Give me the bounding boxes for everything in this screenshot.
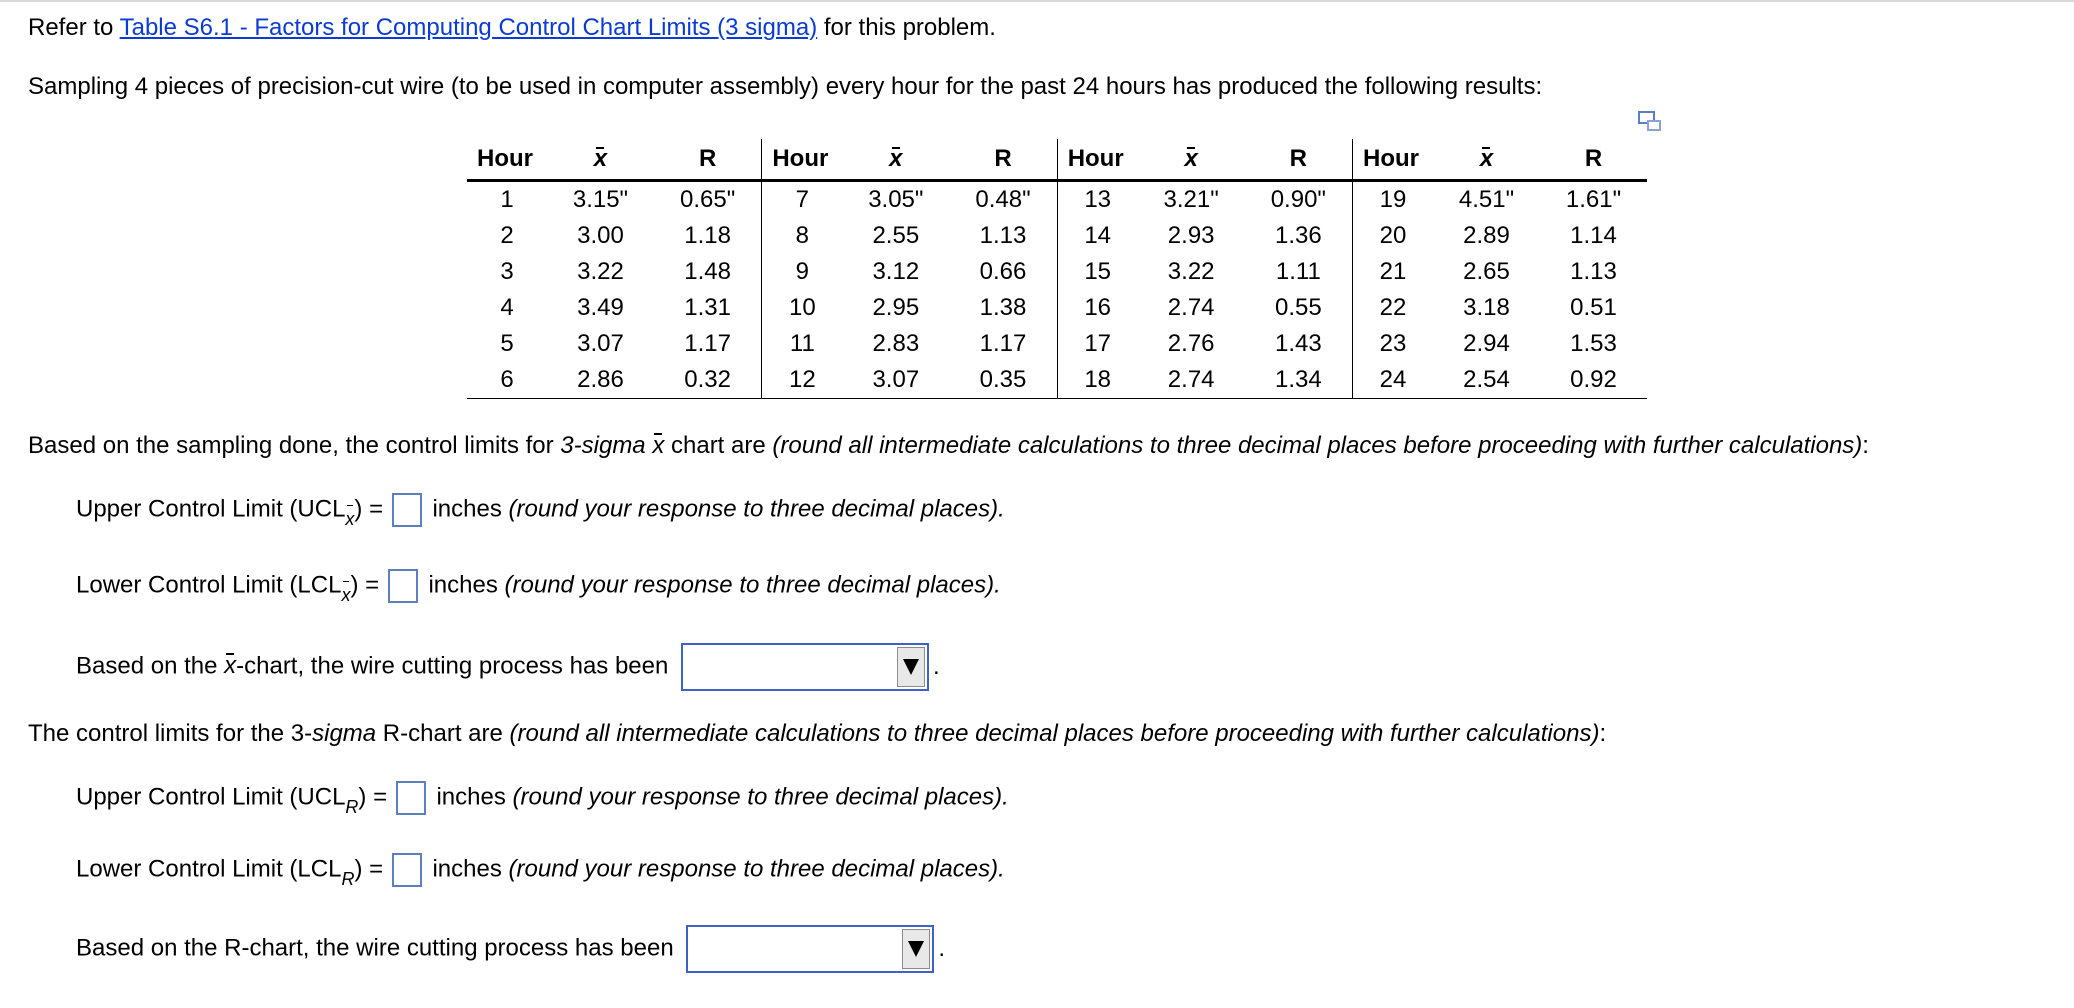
cell-xbar: 3.15" bbox=[572, 186, 629, 213]
xbar-process-period: . bbox=[933, 653, 940, 680]
xbar-intro-end: : bbox=[1862, 432, 1869, 459]
table-row bbox=[467, 326, 1647, 362]
xbar-process-prefix: Based on the bbox=[76, 652, 225, 680]
cell-hour: 3 bbox=[500, 258, 514, 285]
cell-xbar: 3.49 bbox=[577, 294, 624, 321]
xbar-intro-text: Based on the sampling done, the control limits for bbox=[28, 432, 561, 459]
lcl-r-units: inches bbox=[425, 855, 509, 883]
cell-xbar: 2.89 bbox=[1463, 222, 1510, 249]
cell-hour: 22 bbox=[1379, 294, 1407, 321]
cell-xbar: 2.74 bbox=[1138, 362, 1245, 399]
cell-xbar: 3.22 bbox=[577, 258, 624, 285]
wire-sampling-table bbox=[467, 139, 1647, 399]
top-divider bbox=[0, 0, 2074, 2]
cell-xbar: 2.93 bbox=[1167, 222, 1215, 249]
col-header-xbar: x bbox=[1138, 139, 1245, 181]
cell-r: 0.32 bbox=[654, 362, 762, 399]
lcl-xbar-label: Lower Control Limit (LCL bbox=[76, 571, 342, 599]
ucl-r-equals: ) = bbox=[358, 783, 388, 811]
r-intro-mid: R-chart are bbox=[376, 720, 510, 747]
cell-r: 1.13 bbox=[1570, 258, 1617, 285]
xbar-intro-mid: chart are bbox=[664, 432, 773, 459]
cell-hour: 1 bbox=[500, 186, 514, 213]
cell-r: 0.66 bbox=[949, 254, 1057, 290]
cell-hour: 18 bbox=[1057, 362, 1138, 399]
xbar-intro-note: (round all intermediate calculations to three decimal places before proceeding with further calculations) bbox=[772, 432, 1863, 459]
r-process-period: . bbox=[938, 935, 946, 962]
lcl-xbar-input[interactable] bbox=[388, 569, 418, 603]
cell-hour: 9 bbox=[795, 258, 810, 285]
cell-xbar: 3.07 bbox=[842, 362, 949, 399]
col-header-hour: Hour bbox=[762, 139, 843, 181]
xbar-process-row bbox=[76, 643, 940, 691]
cell-r: 0.92 bbox=[1540, 362, 1647, 399]
cell-r: 1.48 bbox=[654, 254, 762, 290]
r-intro-sigma: sigma bbox=[312, 720, 377, 747]
cell-hour: 21 bbox=[1379, 258, 1407, 285]
table-row bbox=[467, 254, 1647, 290]
cell-xbar: 2.95 bbox=[872, 294, 920, 321]
cell-xbar: 3.22 bbox=[1167, 258, 1215, 285]
table-s6-1-link[interactable]: Table S6.1 - Factors for Computing Control Chart Limits (3 sigma) bbox=[119, 14, 818, 41]
xbar-intro-sigma: 3-sigma bbox=[560, 432, 653, 459]
col-header-r: R bbox=[1245, 139, 1353, 181]
col-header-hour: Hour bbox=[1353, 139, 1434, 181]
xbar-symbol: x bbox=[652, 432, 665, 459]
lcl-xbar-subscript: x bbox=[341, 585, 350, 605]
cell-xbar: 2.76 bbox=[1167, 330, 1215, 357]
copy-table-icon[interactable] bbox=[1638, 111, 1662, 133]
cell-xbar: 2.94 bbox=[1463, 330, 1510, 357]
cell-xbar: 3.00 bbox=[577, 222, 624, 249]
ucl-xbar-row bbox=[76, 493, 1005, 530]
xbar-intro bbox=[28, 431, 1869, 461]
xbar-process-symbol: x bbox=[224, 652, 237, 680]
col-header-r: R bbox=[1540, 139, 1647, 181]
r-intro-note: (round all intermediate calculations to three decimal places before proceeding with further calculations) bbox=[509, 720, 1600, 747]
cell-xbar: 3.05" bbox=[868, 186, 924, 213]
table-header-row bbox=[467, 139, 1647, 181]
col-header-xbar: x bbox=[547, 139, 654, 181]
cell-r: 1.18 bbox=[654, 218, 762, 254]
cell-xbar: 3.12 bbox=[872, 258, 920, 285]
lcl-xbar-equals: ) = bbox=[350, 571, 380, 599]
ucl-r-subscript: R bbox=[345, 797, 359, 818]
cell-hour: 14 bbox=[1084, 222, 1112, 249]
table-row bbox=[467, 362, 1647, 399]
dropdown-arrow-icon[interactable] bbox=[902, 929, 930, 969]
r-process-text: Based on the R-chart, the wire cutting process has been bbox=[76, 934, 674, 962]
refer-line bbox=[28, 13, 996, 43]
lcl-xbar-round-note: (round your response to three decimal places). bbox=[504, 571, 1001, 599]
cell-r: 1.17 bbox=[654, 326, 762, 362]
dropdown-arrow-icon[interactable] bbox=[897, 647, 925, 687]
cell-xbar: 2.55 bbox=[872, 222, 920, 249]
ucl-r-row bbox=[76, 781, 1009, 818]
refer-prefix: Refer to bbox=[28, 14, 120, 41]
lcl-xbar-row bbox=[76, 569, 1001, 606]
cell-hour: 17 bbox=[1084, 330, 1112, 357]
col-header-r: R bbox=[949, 139, 1057, 181]
cell-xbar: 3.21" bbox=[1163, 186, 1219, 213]
cell-r: 0.48" bbox=[949, 181, 1057, 219]
cell-r: 1.36 bbox=[1245, 218, 1353, 254]
cell-hour: 5 bbox=[500, 330, 514, 357]
cell-hour: 23 bbox=[1379, 330, 1407, 357]
cell-r: 0.35 bbox=[949, 362, 1057, 399]
cell-r: 0.90" bbox=[1245, 181, 1353, 219]
cell-hour: 16 bbox=[1084, 294, 1112, 321]
cell-xbar: 3.18 bbox=[1463, 294, 1510, 321]
cell-hour: 4 bbox=[500, 294, 514, 321]
cell-hour: 2 bbox=[500, 222, 514, 249]
cell-hour: 24 bbox=[1353, 362, 1434, 399]
cell-hour: 13 bbox=[1084, 186, 1112, 213]
cell-xbar: 2.86 bbox=[547, 362, 654, 399]
cell-hour: 19 bbox=[1379, 186, 1407, 213]
cell-r: 1.11 bbox=[1245, 254, 1353, 290]
lcl-r-row bbox=[76, 853, 1005, 890]
xbar-process-dropdown[interactable] bbox=[681, 643, 929, 691]
cell-xbar: 2.65 bbox=[1463, 258, 1510, 285]
ucl-r-units: inches bbox=[429, 783, 513, 811]
ucl-xbar-round-note: (round your response to three decimal places). bbox=[508, 495, 1005, 523]
lcl-xbar-units: inches bbox=[421, 571, 505, 599]
cell-r: 1.61" bbox=[1565, 186, 1622, 213]
ucl-xbar-equals: ) = bbox=[354, 495, 384, 523]
ucl-xbar-units: inches bbox=[425, 495, 509, 523]
cell-xbar: 4.51" bbox=[1458, 186, 1515, 213]
cell-hour: 7 bbox=[795, 186, 810, 213]
cell-hour: 10 bbox=[788, 294, 816, 321]
r-intro-text: The control limits for the 3- bbox=[28, 720, 313, 747]
cell-r: 0.65" bbox=[654, 181, 762, 219]
cell-hour: 15 bbox=[1084, 258, 1112, 285]
refer-suffix: for this problem. bbox=[817, 14, 996, 41]
cell-r: 0.55 bbox=[1245, 290, 1353, 326]
r-process-dropdown[interactable] bbox=[686, 925, 934, 973]
ucl-r-label: Upper Control Limit (UCL bbox=[76, 783, 346, 811]
table-row bbox=[467, 290, 1647, 326]
sampling-text: Sampling 4 pieces of precision-cut wire (to be used in computer assembly) every hour for the past 24 hours has produced the following results: bbox=[28, 73, 1543, 100]
cell-hour: 11 bbox=[789, 330, 815, 357]
col-header-hour: Hour bbox=[467, 139, 547, 181]
cell-hour: 20 bbox=[1379, 222, 1407, 249]
lcl-r-subscript: R bbox=[341, 869, 355, 890]
cell-r: 1.31 bbox=[654, 290, 762, 326]
cell-r: 1.43 bbox=[1245, 326, 1353, 362]
lcl-r-input[interactable] bbox=[392, 853, 422, 887]
cell-r: 0.51 bbox=[1570, 294, 1617, 321]
cell-xbar: 3.07 bbox=[577, 330, 624, 357]
lcl-r-round-note: (round your response to three decimal places). bbox=[508, 855, 1005, 883]
col-header-r: R bbox=[654, 139, 762, 181]
ucl-xbar-input[interactable] bbox=[392, 493, 422, 527]
table-row bbox=[467, 218, 1647, 254]
cell-hour: 12 bbox=[762, 362, 843, 399]
cell-r: 1.38 bbox=[949, 290, 1057, 326]
cell-r: 1.17 bbox=[949, 326, 1057, 362]
lcl-r-label: Lower Control Limit (LCL bbox=[76, 855, 342, 883]
ucl-xbar-label: Upper Control Limit (UCL bbox=[76, 495, 346, 523]
col-header-xbar: x bbox=[842, 139, 949, 181]
r-process-row bbox=[76, 925, 945, 973]
table-row bbox=[467, 181, 1647, 219]
r-intro bbox=[28, 719, 1606, 749]
cell-r: 1.34 bbox=[1245, 362, 1353, 399]
col-header-xbar: x bbox=[1433, 139, 1540, 181]
cell-r: 1.13 bbox=[949, 218, 1057, 254]
cell-r: 1.14 bbox=[1570, 222, 1617, 249]
cell-xbar: 2.74 bbox=[1167, 294, 1215, 321]
cell-hour: 8 bbox=[795, 222, 810, 249]
xbar-process-suffix: -chart, the wire cutting process has been bbox=[236, 652, 669, 680]
table-body bbox=[467, 181, 1647, 399]
cell-xbar: 2.83 bbox=[872, 330, 920, 357]
lcl-r-equals: ) = bbox=[354, 855, 384, 883]
r-intro-end: : bbox=[1599, 720, 1607, 747]
ucl-r-round-note: (round your response to three decimal places). bbox=[512, 783, 1009, 811]
ucl-xbar-subscript: x bbox=[345, 509, 354, 529]
ucl-r-input[interactable] bbox=[396, 781, 426, 815]
cell-hour: 6 bbox=[467, 362, 547, 399]
col-header-hour: Hour bbox=[1057, 139, 1138, 181]
cell-r: 1.53 bbox=[1570, 330, 1617, 357]
cell-xbar: 2.54 bbox=[1433, 362, 1540, 399]
